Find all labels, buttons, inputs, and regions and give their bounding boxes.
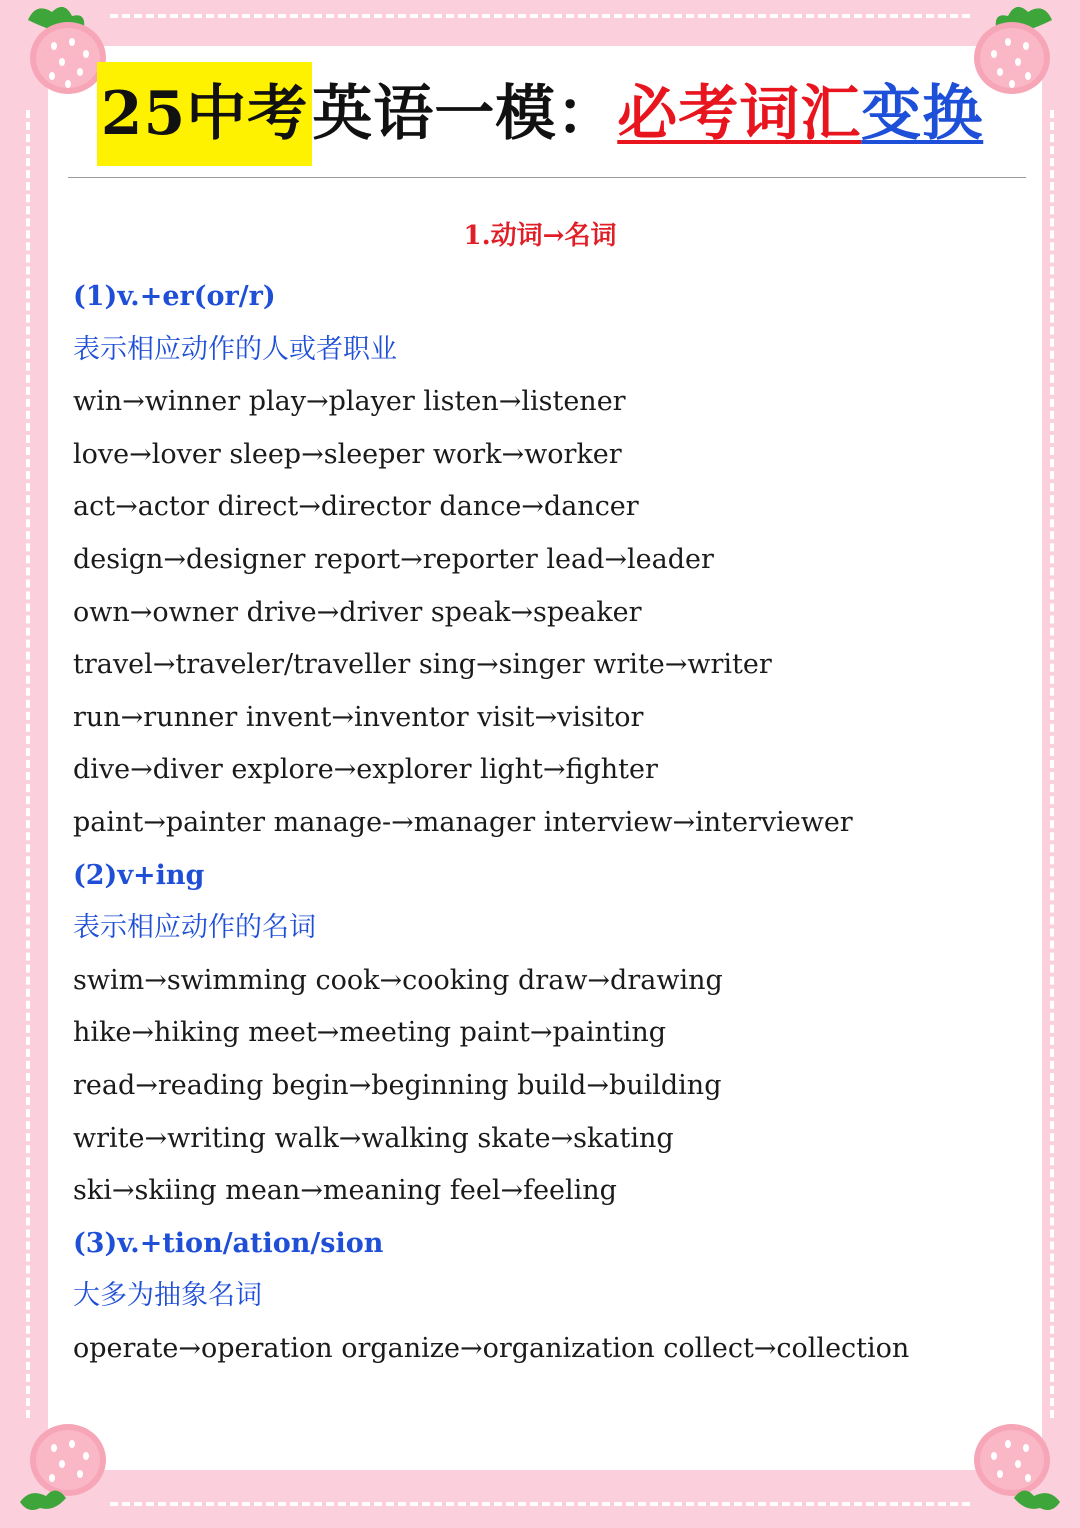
word-pairs-line: design→designer report→reporter lead→leader [73, 543, 714, 575]
title-red: 必考词汇 [617, 79, 862, 149]
vocabulary-list [73, 271, 1023, 1375]
subsection-description: 大多为抽象名词 [73, 1280, 262, 1312]
word-pairs-line: write→writing walk→walking skate→skating [73, 1122, 674, 1154]
word-pairs-line: hike→hiking meet→meeting paint→painting [73, 1017, 667, 1049]
word-pairs-line: run→runner invent→inventor visit→visitor [73, 701, 644, 733]
subsection-heading: (1)v.+er(or/r) [73, 281, 276, 312]
word-pairs-line: travel→traveler/traveller sing→singer write→writer [73, 649, 772, 681]
subsection-heading: (3)v.+tion/ation/sion [73, 1227, 384, 1259]
word-pairs-line: act→actor direct→director dance→dancer [73, 491, 639, 523]
title-middle: 英语一模： [312, 79, 618, 149]
strawberry-icon [964, 1410, 1074, 1520]
word-pairs-line: own→owner drive→driver speak→speaker [73, 596, 642, 628]
word-pairs-line: love→lover sleep→sleeper work→worker [73, 438, 622, 470]
dashed-border-top [110, 14, 970, 18]
title-highlight: 25中考 [97, 62, 313, 166]
word-pairs-line: win→winner play→player listen→listener [73, 386, 626, 418]
subsection-heading: (2)v+ing [73, 859, 205, 891]
dashed-border-bottom [110, 1502, 970, 1506]
word-pairs-line: read→reading begin→beginning build→building [73, 1069, 722, 1101]
word-pairs-line: paint→painter manage-→manager interview→interviewer [73, 806, 853, 838]
word-pairs-line: ski→skiing mean→meaning feel→feeling [73, 1175, 617, 1207]
dashed-border-left [26, 110, 30, 1418]
strawberry-icon [6, 1410, 116, 1520]
dashed-border-right [1050, 110, 1054, 1418]
subsection-description: 表示相应动作的人或者职业 [73, 333, 397, 365]
section-title: 1.动词→名词 [463, 221, 617, 251]
word-pairs-line: swim→swimming cook→cooking draw→drawing [73, 964, 723, 996]
word-pairs-line: dive→diver explore→explorer light→fighter [73, 754, 658, 786]
word-pairs-line: operate→operation organize→organization collect→collection [73, 1332, 910, 1364]
title-divider [68, 177, 1026, 178]
page-title [0, 62, 1080, 166]
title-blue: 变换 [861, 79, 984, 149]
subsection-description: 表示相应动作的名词 [73, 912, 316, 944]
